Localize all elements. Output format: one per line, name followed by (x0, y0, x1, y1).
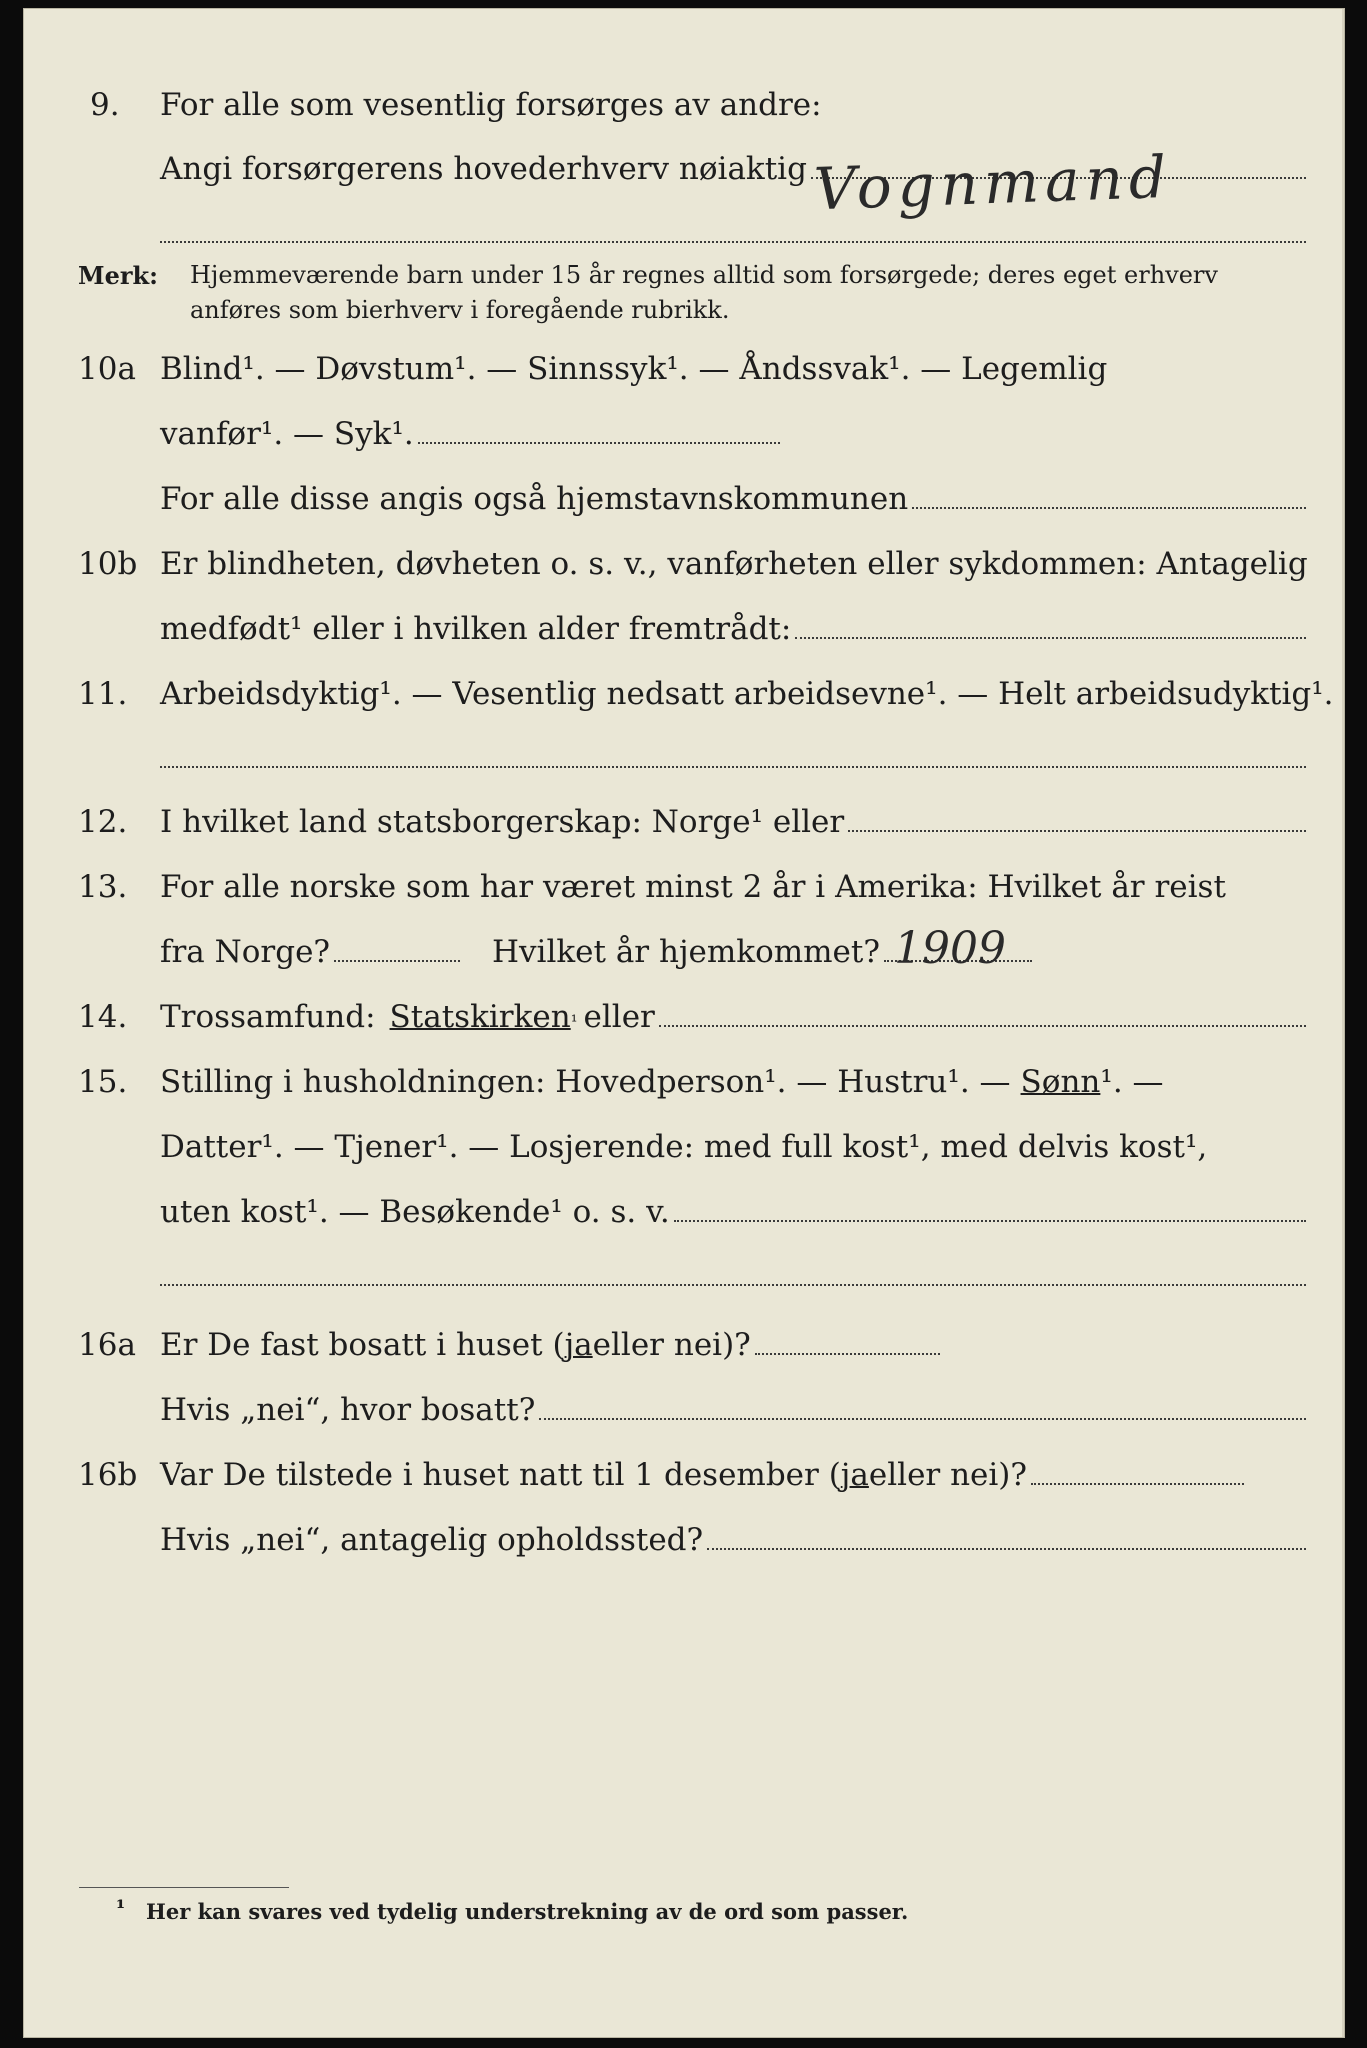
q14-underlined-answer: Statskirken (389, 999, 571, 1035)
q16b-line2-text: Hvis „nei“, antagelig opholdssted? (160, 1522, 704, 1558)
footnote-mark: ¹ (116, 1895, 126, 1920)
page-edge (1342, 9, 1345, 2038)
q16b-line1a: Var De tilstede i huset natt til 1 desember ( (160, 1457, 841, 1493)
q10a-line1: Blind¹. — Døvstum¹. — Sinnssyk¹. — Åndssvak¹. — Legemlig (160, 351, 1108, 387)
q16b-number: 16b (78, 1457, 138, 1493)
q10a-line3 (160, 481, 1306, 517)
q13-handwritten-year: 1909 (894, 923, 1006, 974)
q12-leader (848, 830, 1306, 832)
q14-line1: Trossamfund: Statskirken ¹ eller (160, 999, 1306, 1035)
q10a-line2 (160, 416, 780, 452)
q16a-underlined-answer: ja (564, 1327, 593, 1363)
merk-label: Merk: (78, 261, 158, 290)
merk-line1: Hjemmeværende barn under 15 år regnes alltid som forsørgede; deres eget erhverv (190, 261, 1218, 289)
q15-leader (674, 1220, 1306, 1222)
q14-leader (659, 1025, 1306, 1027)
q16b-whereabouts-leader (707, 1548, 1306, 1550)
merk-line2: anføres som bierhverv i foregående rubrikk. (190, 296, 730, 324)
q16a-line1a: Er De fast bosatt i huset ( (160, 1327, 565, 1363)
q9-line2-text: Angi forsørgerens hovederhverv nøiaktig (160, 151, 807, 187)
q16a-residence-leader (539, 1418, 1306, 1420)
q15-underlined-answer: Sønn (1020, 1064, 1101, 1100)
q13-departure-leader (334, 960, 460, 962)
q15-line2: Datter¹. — Tjener¹. — Losjerende: med full kost¹, med delvis kost¹, (160, 1129, 1208, 1165)
q15-line3 (160, 1194, 1306, 1230)
q10a-line3-text: For alle disse angis også hjemstavnskommunen (160, 481, 909, 517)
q15-line1b: ¹. — (1100, 1064, 1164, 1100)
q16a-line2-text: Hvis „nei“, hvor bosatt? (160, 1392, 536, 1428)
q16a-line1b: eller nei)? (592, 1327, 751, 1363)
q16b-line1b: eller nei)? (868, 1457, 1028, 1493)
q15-number: 15. (78, 1064, 128, 1100)
q16b-leader (1031, 1483, 1244, 1485)
q13-line2a (160, 934, 460, 970)
q14-number: 14. (78, 999, 128, 1035)
q15-line1a: Stilling i husholdningen: Hovedperson¹. — Hustru¹. — (160, 1064, 1011, 1100)
q16b-underlined-answer: ja (840, 1457, 869, 1493)
q15-line1 (160, 1064, 1164, 1100)
q13-number: 13. (78, 869, 128, 905)
q16b-line1 (160, 1457, 1244, 1493)
q9-answer-line2 (160, 241, 1306, 243)
q16a-leader (755, 1353, 940, 1355)
footnote-text: Her kan svares ved tydelig understrekning av de ord som passer. (146, 1899, 909, 1924)
q12-line1 (160, 804, 1306, 840)
q15-line3-text: uten kost¹. — Besøkende¹ o. s. v. (160, 1194, 670, 1230)
q10b-number: 10b (78, 546, 138, 582)
q10a-leader (418, 442, 780, 444)
q13-line1: For alle norske som har været minst 2 år i Amerika: Hvilket år reist (160, 869, 1226, 905)
q11-answer-line (160, 766, 1306, 768)
q10b-leader (795, 637, 1306, 639)
q10b-line1: Er blindheten, døvheten o. s. v., vanførheten eller sykdommen: Antagelig (160, 546, 1308, 582)
q15-answer-line (160, 1284, 1306, 1286)
q12-line1-text: I hvilket land statsborgerskap: Norge¹ eller (160, 804, 845, 840)
q14-rest: eller (583, 999, 655, 1035)
q10b-line2-text: medfødt¹ eller i hvilken alder fremtrådt: (160, 611, 792, 647)
q9-handwritten-answer: Vognmand (812, 142, 1174, 224)
q10a-line2-text: vanfør¹. — Syk¹. (160, 416, 414, 452)
q13-line2b-text: Hvilket år hjemkommet? (492, 934, 880, 970)
q9-number: 9. (90, 87, 120, 123)
q16a-number: 16a (78, 1327, 136, 1363)
q10b-line2 (160, 611, 1306, 647)
q11-line1: Arbeidsdyktig¹. — Vesentlig nedsatt arbeidsevne¹. — Helt arbeidsudyktig¹. (160, 676, 1334, 712)
q16a-line1 (160, 1327, 940, 1363)
q10a-number: 10a (78, 351, 136, 387)
q13-line2a-text: fra Norge? (160, 934, 331, 970)
q16a-line2 (160, 1392, 1306, 1428)
q9-line1: For alle som vesentlig forsørges av andre: (160, 87, 822, 123)
q16b-line2 (160, 1522, 1306, 1558)
footnote-rule (79, 1887, 289, 1888)
q12-number: 12. (78, 804, 128, 840)
q11-number: 11. (78, 676, 128, 712)
q10a-home-leader (912, 507, 1306, 509)
census-form-page (23, 8, 1345, 2038)
q14-label: Trossamfund: (160, 999, 376, 1035)
